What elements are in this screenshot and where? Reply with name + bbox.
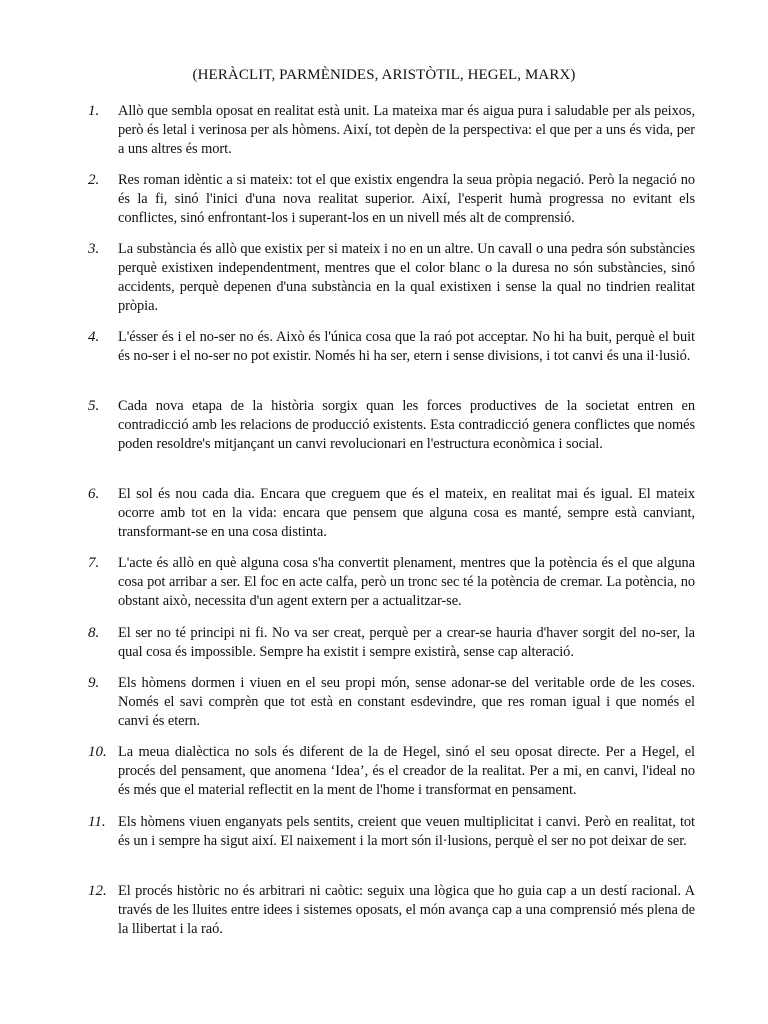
item-text: Allò que sembla oposat en realitat està unit. La mateixa mar és aigua pura i saludable per als peixos, però és letal i verinosa per als hòmens. Així, tot depèn de la perspectiva: el que per a uns és vida, per a uns altres és mort. xyxy=(118,103,695,157)
item-text: El ser no té principi ni fi. No va ser creat, perquè per a crear-se hauria d'haver sorgit del no-ser, la qual cosa és impossible. Sempre ha existit i sempre existirà, sense cap alteració. xyxy=(118,625,695,660)
item-number: 3. xyxy=(88,241,100,257)
item-text: El sol és nou cada dia. Encara que creguem que és el mateix, en realitat mai és igual. El mateix ocorre amb tot en la vida: encara que pensem que alguna cosa es manté, sempre està canviant, transformant-se en una cosa distinta. xyxy=(118,486,695,540)
item-number: 1. xyxy=(88,103,100,119)
item-number: 10. xyxy=(88,744,107,760)
item-number: 2. xyxy=(88,172,100,188)
document-title: (HERÀCLIT, PARMÈNIDES, ARISTÒTIL, HEGEL, MARX) xyxy=(192,67,576,83)
item-number: 11. xyxy=(88,814,106,830)
item-text: El procés històric no és arbitrari ni caòtic: seguix una lògica que ho guia cap a un destí racional. A través de les lluites entre idees i sistemes oposats, el món avança cap a una comprensió més plena de la llibertat i la raó. xyxy=(118,883,695,937)
item-number: 6. xyxy=(88,486,100,502)
item-text: La substància és allò que existix per si mateix i no en un altre. Un cavall o una pedra són substàncies perquè existixen independentment, mentres que el color blanc o la duresa no són substàncies, sinó accidents, perquè depenen d'una substància en la qual existixen i sense la qual no tindrien realitat pròpia. xyxy=(118,241,695,314)
item-text: L'ésser és i el no-ser no és. Això és l'única cosa que la raó pot acceptar. No hi ha buit, perquè el buit és no-ser i el no-ser no pot existir. Només hi ha ser, etern i sense divisions, i tot canvi és una il·lusió. xyxy=(118,329,695,364)
item-number: 7. xyxy=(88,555,100,571)
item-number: 9. xyxy=(88,675,100,691)
item-text: La meua dialèctica no sols és diferent de la de Hegel, sinó el seu oposat directe. Per a Hegel, el procés del pensament, que anomena ‘Idea’, és el creador de la realitat. Per a mi, en canvi, l'ideal no és més que el material reflectit en la ment de l'home i transformat en pensament. xyxy=(118,744,695,798)
item-number: 8. xyxy=(88,625,100,641)
item-text: Res roman idèntic a si mateix: tot el que existix engendra la seua pròpia negació. Però la negació no és la fi, sinó l'inici d'una nova realitat superior. Així, l'esperit humà progressa no evitant els conflictes, sinó enfrontant-los i superant-los en un nivell més alt de comprensió. xyxy=(118,172,695,226)
item-number: 4. xyxy=(88,329,100,345)
item-text: Els hòmens dormen i viuen en el seu propi món, sense adonar-se del veritable orde de les coses. Només el savi comprèn que tot està en constant esdevindre, que res roman igual i que només el canvi és etern. xyxy=(118,675,695,729)
item-number: 5. xyxy=(88,398,100,414)
item-number: 12. xyxy=(88,883,107,899)
item-text: L'acte és allò en què alguna cosa s'ha convertit plenament, mentres que la potència és el que alguna cosa pot arribar a ser. El foc en acte calfa, però un tronc sec té la potència de cremar. La potència, no obstant això, necessita d'un agent extern per a actualitzar-se. xyxy=(118,555,695,609)
item-text: Els hòmens viuen enganyats pels sentits, creient que veuen multiplicitat i canvi. Però en realitat, tot és un i sempre ha sigut així. El naixement i la mort són il·lusions, perquè el ser no pot deixar de ser. xyxy=(118,814,695,849)
item-text: Cada nova etapa de la història sorgix quan les forces productives de la societat entren en contradicció amb les relacions de producció existents. Esta contradicció genera conflictes que només poden resoldre's mitjançant un canvi revolucionari en l'estructura econòmica i social. xyxy=(118,398,695,452)
